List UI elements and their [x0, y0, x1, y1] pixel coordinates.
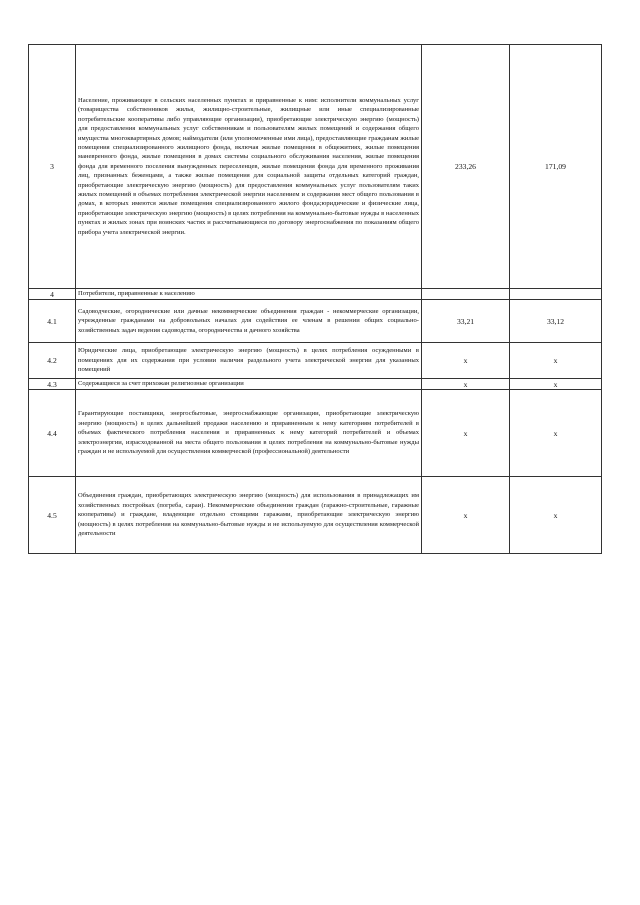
tariff-value-1: 33,21 [422, 300, 510, 343]
table-row [29, 379, 602, 390]
table-row [29, 343, 602, 379]
tariff-value-1: x [422, 390, 510, 477]
tariff-value-1: x [422, 477, 510, 554]
tariff-value-1: x [422, 379, 510, 390]
row-number: 3 [29, 45, 76, 289]
tariff-value-1: x [422, 343, 510, 379]
row-number: 4.3 [29, 379, 76, 390]
row-number: 4.1 [29, 300, 76, 343]
consumer-category-description: Гарантирующие поставщики, энергосбытовые, энергоснабжающие организации, приобретающие электрическую энергию (мощность) в целях дальнейшей продажи населению и приравненным к нему категориям потребителей в объемах фактического потребления населения и приравненных к нему категорий потребителей и объемах электроэнергии, израсходованной на места общего пользования в целях потребления на коммунально-бытовые нужды граждан и не используемой для осуществления коммерческой (профессиональной) деятельности [76, 390, 422, 477]
tariff-value-2: 171,09 [510, 45, 602, 289]
row-number: 4.2 [29, 343, 76, 379]
table-row [29, 45, 602, 289]
row-number: 4.5 [29, 477, 76, 554]
row-number: 4 [29, 289, 76, 300]
consumer-category-description: Садоводческие, огороднические или дачные некоммерческие объединения граждан - некоммерческие организации, учрежденные гражданами на добровольных началах для содействия ее членам в решении общих социально-хозяйственных задач ведения садоводства, огородничества и дачного хозяйства [76, 300, 422, 343]
tariff-value-2 [510, 289, 602, 300]
tariff-table [28, 44, 602, 554]
consumer-category-description: Потребители, приравненные к населению [76, 289, 422, 300]
consumer-category-description: Содержащиеся за счет прихожан религиозные организации [76, 379, 422, 390]
tariff-value-2: x [510, 477, 602, 554]
tariff-value-2: x [510, 343, 602, 379]
tariff-value-1: 233,26 [422, 45, 510, 289]
tariff-value-1 [422, 289, 510, 300]
row-number: 4.4 [29, 390, 76, 477]
tariff-value-2: x [510, 379, 602, 390]
table-row [29, 289, 602, 300]
consumer-category-description: Юридические лица, приобретающие электрическую энергию (мощность) в целях потребления осужденными в помещениях для их содержания при условии наличия раздельного учета электрической энергии для указанных помещений [76, 343, 422, 379]
consumer-category-description: Население, проживающее в сельских населенных пунктах и приравненные к ним: исполнители коммунальных услуг (товарищества собственников жилья, жилищно-строительные, жилищные или иные специализированные потребительские кооперативы либо управляющие организации), приобретающие электрическую энергию (мощность) для предоставления коммунальных услуг собственникам и пользователям жилых помещений и содержания общего имущества многоквартирных домов; наймодатели (или уполномоченные ими лица), предоставляющие гражданам жилые помещения специализированного жилищного фонда, включая жилые помещения в общежитиях, жилые помещения маневренного фонда, жилые помещения в домах системы социального обслуживания населения, жилые помещения фонда для временного поселения вынужденных переселенцев, жилые помещения фонда для временного проживания лиц, признанных беженцами, а также жилые помещения для социальной защиты отдельных категорий граждан, приобретающие электрическую энергию (мощность) для предоставления коммунальных услуг пользователям таких жилых помещений в объемах потребления электрической энергии населением и содержания мест общего пользования в домах, в которых имеются жилые помещения специализированного жилого фонда;юридические и физические лица, приобретающие электрическую энергию (мощность) в целях потребления на коммунально-бытовые нужды в населенных пунктах и жилых зонах при воинских частях и рассчитывающиеся по договору энергоснабжения по показаниям общего прибора учета электрической энергии. [76, 45, 422, 289]
table-row [29, 390, 602, 477]
tariff-value-2: x [510, 390, 602, 477]
table-row [29, 300, 602, 343]
table-row [29, 477, 602, 554]
tariff-value-2: 33,12 [510, 300, 602, 343]
consumer-category-description: Объединения граждан, приобретающих электрическую энергию (мощность) для использования в принадлежащих им хозяйственных постройках (погреба, сараи). Некоммерческие объединения граждан (гаражно-строительные, гаражные кооперативы) и граждане, владеющие отдельно стоящими гаражами, приобретающие электрическую энергию (мощность) в целях потребления на коммунально-бытовые нужды и не используемую для осуществления коммерческой деятельности [76, 477, 422, 554]
